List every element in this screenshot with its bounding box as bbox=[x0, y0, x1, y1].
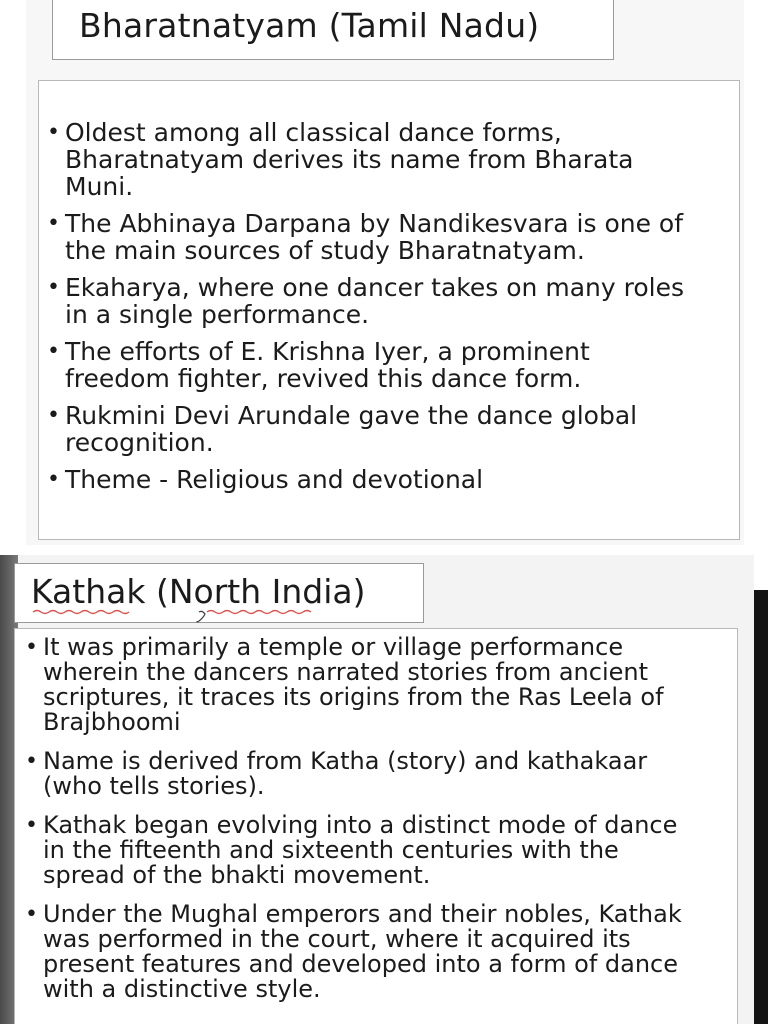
bullet-dot-icon: • bbox=[25, 635, 38, 660]
bullet-dot-icon: • bbox=[47, 467, 60, 492]
slide-title-kathak: Kathak (North India) bbox=[31, 572, 366, 611]
bullet-list-bharatnatyam bbox=[39, 119, 739, 503]
bullet-line: was performed in the court, where it acquired its bbox=[43, 925, 631, 953]
bullet-line: with a distinctive style. bbox=[43, 975, 321, 1003]
bullet-line: Theme - Religious and devotional bbox=[65, 465, 484, 494]
bullet-line: It was primarily a temple or village performance bbox=[43, 633, 624, 661]
bullet-dot-icon: • bbox=[47, 211, 60, 236]
right-shadow-edge bbox=[754, 590, 768, 1024]
list-item bbox=[39, 210, 739, 264]
list-item bbox=[39, 338, 739, 392]
bullet-line: Under the Mughal emperors and their nobles, Kathak bbox=[43, 900, 682, 928]
bullet-line: scriptures, it traces its origins from the Ras Leela of bbox=[43, 683, 664, 711]
bullet-dot-icon: • bbox=[47, 275, 60, 300]
bullet-line: the main sources of study Bharatnatyam. bbox=[65, 236, 585, 265]
bullet-dot-icon: • bbox=[25, 813, 38, 838]
list-item bbox=[39, 274, 739, 328]
content-box-kathak bbox=[14, 628, 738, 1024]
bullet-dot-icon: • bbox=[25, 902, 38, 927]
bullet-line: recognition. bbox=[65, 428, 214, 457]
left-margin-top bbox=[0, 0, 26, 545]
list-item bbox=[39, 402, 739, 456]
bullet-line: The efforts of E. Krishna Iyer, a prominent bbox=[65, 337, 590, 366]
list-item bbox=[15, 813, 737, 888]
list-item bbox=[39, 119, 739, 200]
title-box-bharatnatyam bbox=[52, 0, 614, 60]
slide-separator bbox=[0, 545, 768, 555]
bullet-line: Oldest among all classical dance forms, bbox=[65, 118, 562, 147]
bullet-dot-icon: • bbox=[47, 120, 60, 145]
bullet-line: (who tells stories). bbox=[43, 772, 265, 800]
title-box-kathak bbox=[14, 563, 424, 623]
bullet-line: Brajbhoomi bbox=[43, 708, 181, 736]
bullet-line: in a single performance. bbox=[65, 300, 370, 329]
bullet-line: Ekaharya, where one dancer takes on many roles bbox=[65, 273, 684, 302]
bullet-dot-icon: • bbox=[25, 749, 38, 774]
slide-title-bharatnatyam: Bharatnatyam (Tamil Nadu) bbox=[79, 6, 540, 45]
bullet-line: in the fifteenth and sixteenth centuries with the bbox=[43, 836, 619, 864]
bullet-line: Muni. bbox=[65, 172, 134, 201]
bullet-line: Name is derived from Katha (story) and kathakaar bbox=[43, 747, 648, 775]
bullet-line: spread of the bhakti movement. bbox=[43, 861, 431, 889]
content-box-bharatnatyam bbox=[38, 80, 740, 540]
list-item bbox=[15, 749, 737, 799]
bullet-line: wherein the dancers narrated stories from ancient bbox=[43, 658, 649, 686]
bullet-dot-icon: • bbox=[47, 339, 60, 364]
ink-mark bbox=[197, 611, 205, 622]
list-item bbox=[15, 635, 737, 735]
bullet-line: Kathak began evolving into a distinct mode of dance bbox=[43, 811, 678, 839]
bullet-line: Rukmini Devi Arundale gave the dance global bbox=[65, 401, 638, 430]
bullet-line: freedom fighter, revived this dance form. bbox=[65, 364, 582, 393]
list-item bbox=[15, 902, 737, 1002]
bullet-dot-icon: • bbox=[47, 403, 60, 428]
list-item bbox=[39, 466, 739, 493]
bullet-list-kathak bbox=[15, 635, 737, 1016]
bullet-line: present features and developed into a form of dance bbox=[43, 950, 679, 978]
bullet-line: The Abhinaya Darpana by Nandikesvara is one of bbox=[65, 209, 684, 238]
right-margin-top bbox=[744, 0, 768, 545]
bullet-line: Bharatnatyam derives its name from Bharata bbox=[65, 145, 634, 174]
